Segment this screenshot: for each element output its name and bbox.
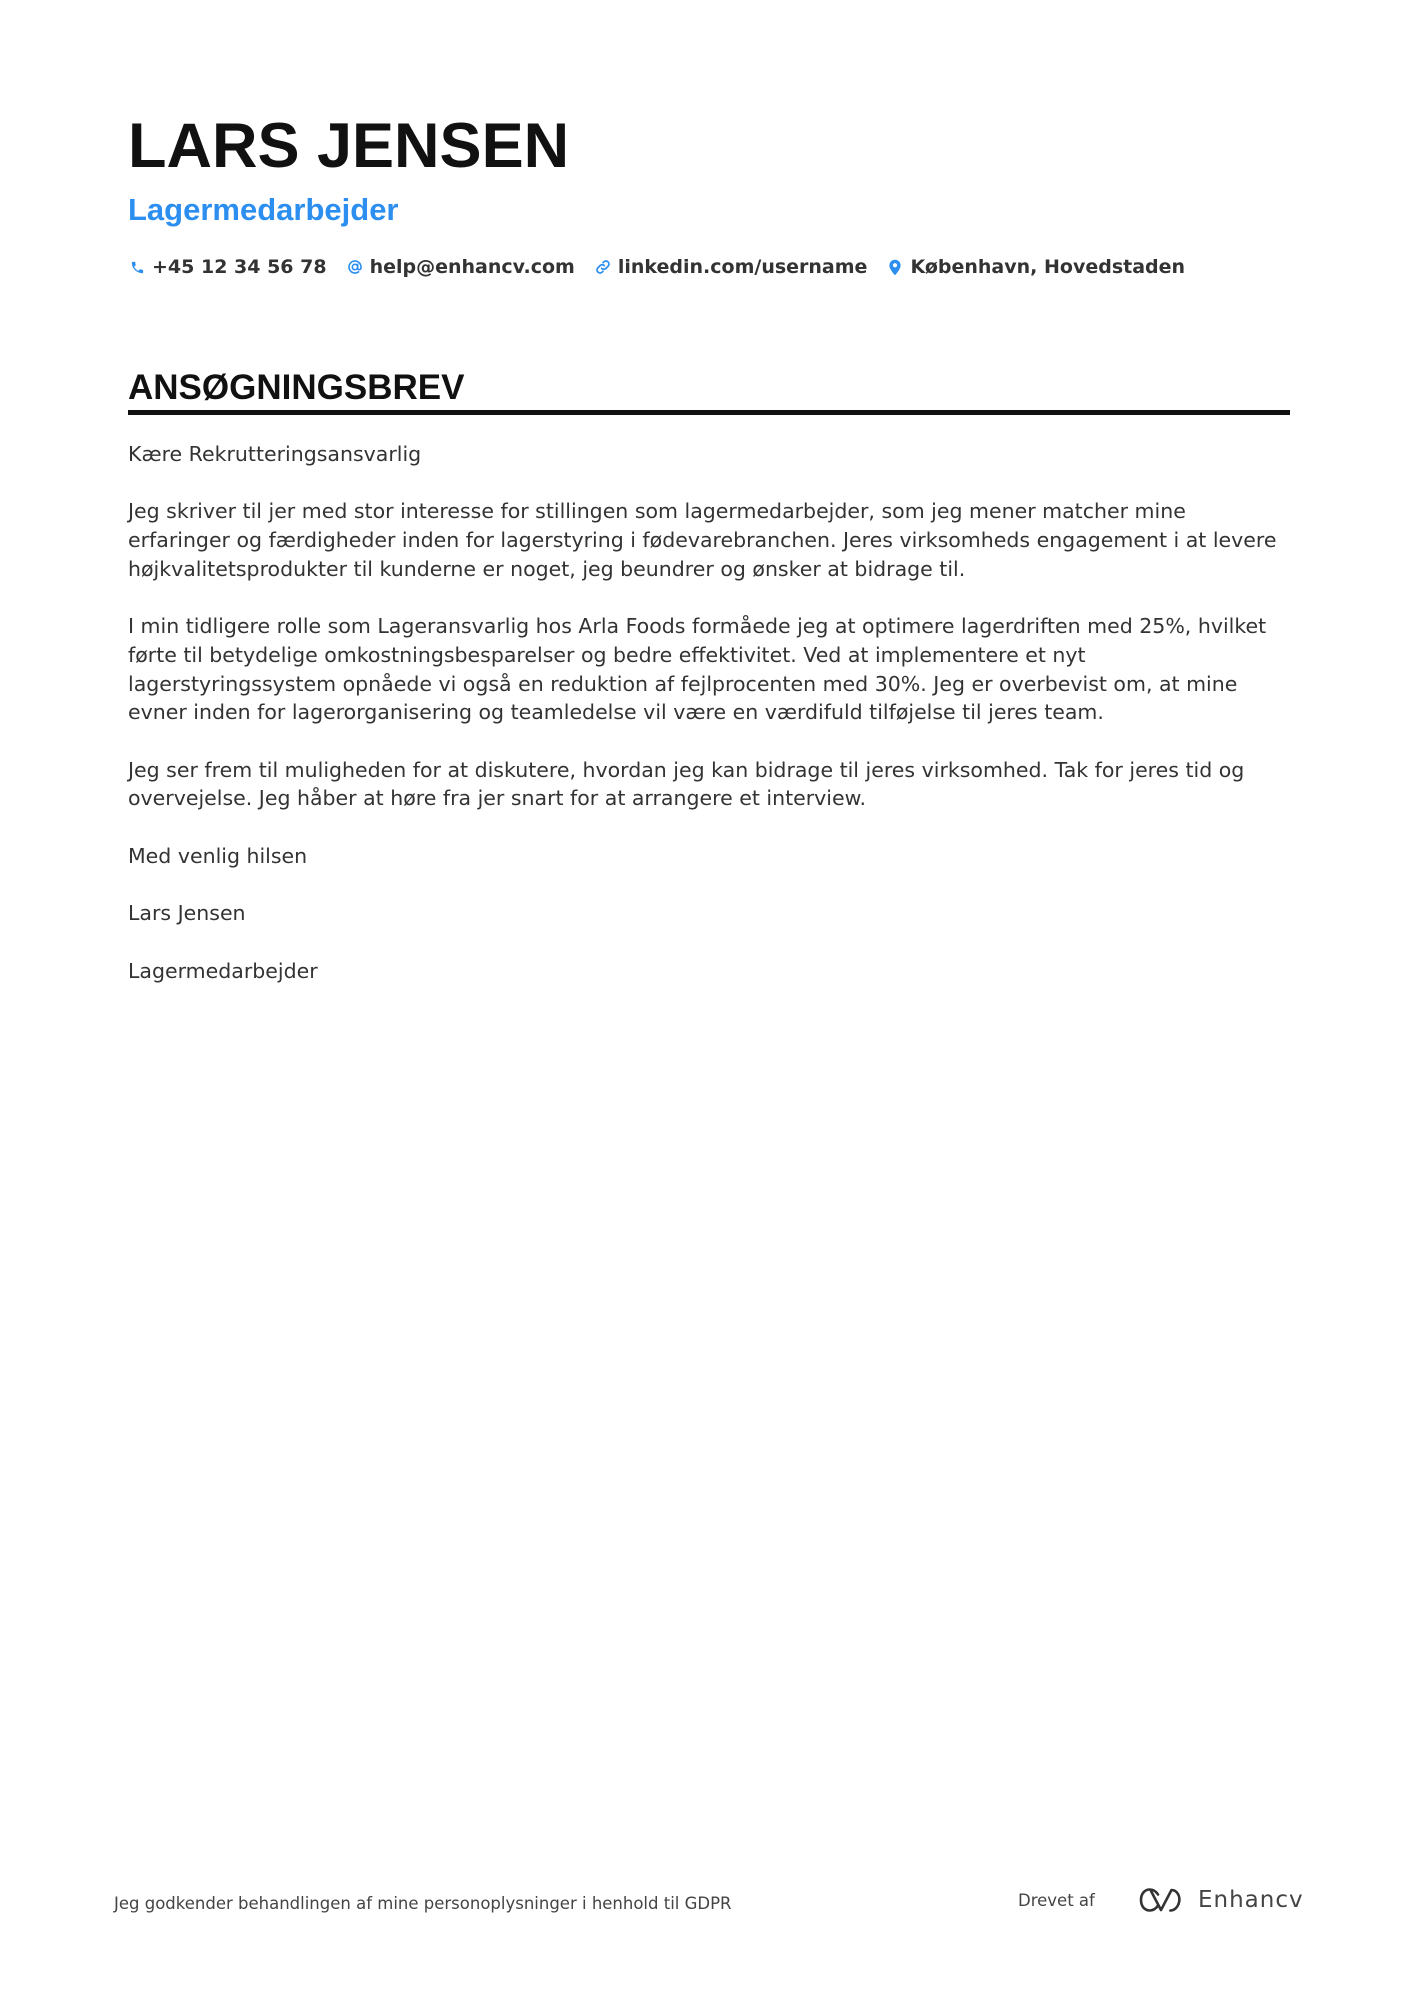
enhancv-logo-icon [1138, 1886, 1184, 1914]
enhancv-logo[interactable] [1138, 1882, 1304, 1918]
letter-signature-title: Lagermedarbejder [128, 958, 318, 983]
contact-location-text: København, Hovedstaden [910, 256, 1186, 278]
link-icon [594, 257, 612, 277]
letter-paragraph: Jeg skriver til jer med stor interesse for stillingen som lagermedarbejder, som jeg mener matcher mine erfaringer og færdigheder inden for lagerstyring i fødevarebranchen. Jeres virksomheds engagement i at levere højkvalitetsprodukter til kunderne er noget, jeg beundrer og ønsker at bidrage til. [128, 499, 1277, 581]
contact-linkedin[interactable] [594, 256, 868, 278]
contact-phone[interactable] [128, 256, 327, 278]
letter-signature-name: Lars Jensen [128, 901, 246, 926]
contact-location [886, 256, 1185, 278]
phone-icon [128, 257, 146, 277]
contact-linkedin-text: linkedin.com/username [617, 256, 868, 278]
enhancv-logo-text: Enhancv [1198, 1887, 1304, 1913]
applicant-name: LARS JENSEN [128, 111, 570, 181]
contact-phone-text: +45 12 34 56 78 [152, 256, 327, 278]
letter-paragraph: Jeg ser frem til muligheden for at diskutere, hvordan jeg kan bidrage til jeres virksomhed. Tak for jeres tid og overvejelse. Jeg håber at høre fra jer snart for at arrangere et interview. [128, 757, 1245, 811]
letter-paragraph: I min tidligere rolle som Lageransvarlig hos Arla Foods formåede jeg at optimere lagerdriften med 25%, hvilket førte til betydelige omkostningsbesparelser og bedre effektivitet. Ved at implementere et nyt lagerstyringssystem opnåede vi også en reduktion af fejlprocenten med 30%. Jeg er overbevist om, at mine evner inden for lagerorganisering og teamledelse vil være en værdifuld tilføjelse til jeres team. [128, 614, 1267, 725]
applicant-job-title: Lagermedarbejder [128, 192, 399, 227]
contact-email[interactable] [346, 256, 575, 278]
gdpr-consent-text: Jeg godkender behandlingen af mine personoplysninger i henhold til GDPR [114, 1894, 732, 1913]
letter-closing: Med venlig hilsen [128, 843, 308, 868]
section-divider [128, 410, 1290, 415]
location-pin-icon [886, 257, 904, 277]
at-icon [346, 257, 364, 277]
powered-by-label: Drevet af [1018, 1891, 1095, 1910]
section-title: ANSØGNINGSBREV [128, 368, 465, 407]
contact-email-text: help@enhancv.com [369, 256, 575, 278]
contact-bar [128, 252, 1204, 282]
letter-body [128, 440, 1290, 1014]
letter-salutation: Kære Rekrutteringsansvarlig [128, 442, 422, 466]
